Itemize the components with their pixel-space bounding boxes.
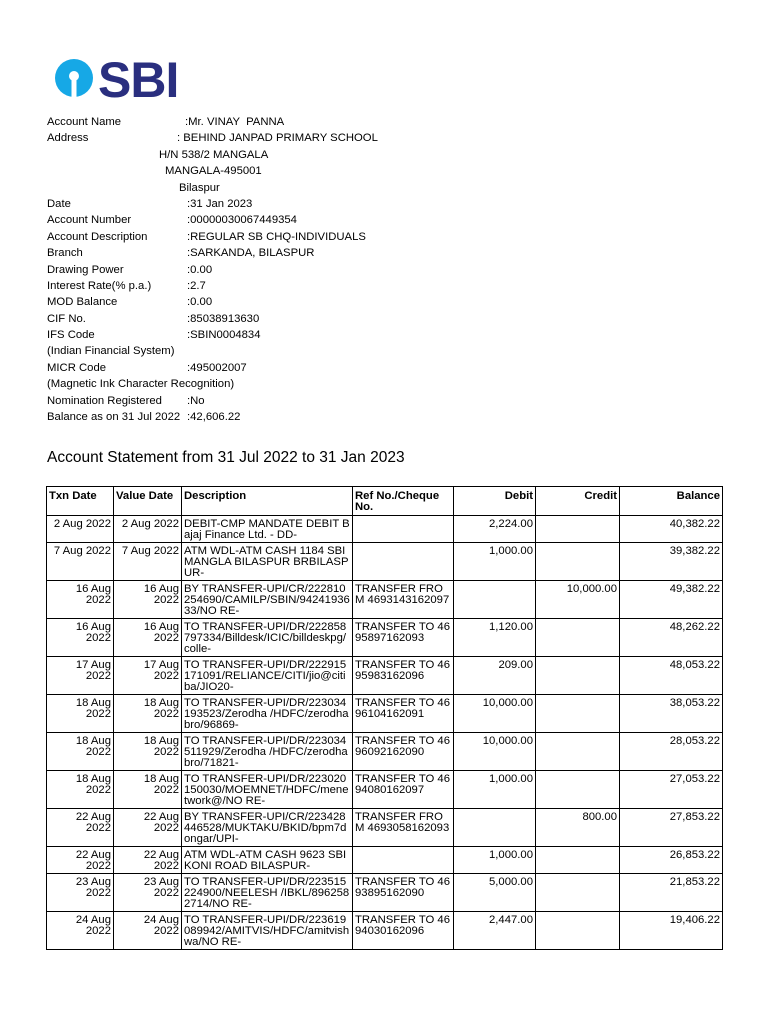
table-header [47,487,723,516]
cell-credit [536,847,620,874]
header-txn-date: Txn Date [47,487,114,516]
info-value: MANGALA-495001 [165,165,262,178]
header-description: Description [182,487,353,516]
cell-value-date: 18 Aug 2022 [114,733,182,771]
cell-credit [536,543,620,581]
cell-debit: 1,000.00 [454,847,536,874]
cell-txn-date: 7 Aug 2022 [47,543,114,581]
cell-value-date: 23 Aug 2022 [114,874,182,912]
table-row [47,657,723,695]
info-label: (Indian Financial System) [47,345,175,358]
cell-balance: 28,053.22 [620,733,723,771]
cell-credit [536,874,620,912]
logo-text: SBI [98,52,179,104]
info-label: CIF No. [47,312,86,325]
sbi-logo [53,52,203,104]
info-value: :SBIN0004834 [187,329,261,342]
cell-txn-date: 16 Aug 2022 [47,581,114,619]
cell-description: BY TRANSFER-UPI/CR/222810254690/CAMILP/SBIN/9424193633/NO RE- [182,581,353,619]
info-value: : BEHIND JANPAD PRIMARY SCHOOL [177,132,378,145]
cell-ref-no: TRANSFER FROM 4693058162093 [353,809,454,847]
info-label: Nomination Registered [47,394,162,407]
info-label: Address [47,132,89,145]
cell-description: TO TRANSFER-UPI/DR/222915171091/RELIANCE/CITI/jio@citiba/JIO20- [182,657,353,695]
table-row [47,695,723,733]
cell-value-date: 17 Aug 2022 [114,657,182,695]
table-row [47,912,723,950]
table-row [47,733,723,771]
statement-title: Account Statement from 31 Jul 2022 to 31 Jan 2023 [47,449,405,466]
info-label: Branch [47,247,83,260]
cell-debit: 1,120.00 [454,619,536,657]
cell-ref-no: TRANSFER TO 4696092162090 [353,733,454,771]
table-row [47,847,723,874]
cell-debit: 1,000.00 [454,543,536,581]
info-label: MICR Code [47,361,107,374]
cell-credit [536,619,620,657]
cell-credit [536,657,620,695]
cell-credit: 10,000.00 [536,581,620,619]
cell-debit: 10,000.00 [454,733,536,771]
cell-description: TO TRANSFER-UPI/DR/222858797334/Billdesk/ICIC/billdeskpg/colle- [182,619,353,657]
cell-balance: 40,382.22 [620,516,723,543]
cell-txn-date: 18 Aug 2022 [47,733,114,771]
table-row [47,543,723,581]
cell-value-date: 24 Aug 2022 [114,912,182,950]
cell-balance: 26,853.22 [620,847,723,874]
info-value: :85038913630 [187,312,260,325]
cell-value-date: 22 Aug 2022 [114,809,182,847]
info-label: Balance as on 31 Jul 2022 [47,411,181,424]
cell-description: ATM WDL-ATM CASH 9623 SBI KONI ROAD BILASPUR- [182,847,353,874]
info-value: :No [187,394,205,407]
cell-txn-date: 16 Aug 2022 [47,619,114,657]
cell-balance: 27,853.22 [620,809,723,847]
cell-txn-date: 23 Aug 2022 [47,874,114,912]
info-value: H/N 538/2 MANGALA [159,148,269,161]
cell-ref-no [353,543,454,581]
info-value: Bilaspur [179,181,220,194]
cell-description: TO TRANSFER-UPI/DR/223619089942/AMITVIS/HDFC/amitvishwa/NO RE- [182,912,353,950]
cell-credit [536,516,620,543]
cell-value-date: 7 Aug 2022 [114,543,182,581]
cell-balance: 21,853.22 [620,874,723,912]
cell-txn-date: 24 Aug 2022 [47,912,114,950]
cell-txn-date: 18 Aug 2022 [47,771,114,809]
table-row [47,619,723,657]
cell-txn-date: 17 Aug 2022 [47,657,114,695]
cell-ref-no [353,516,454,543]
cell-description: TO TRANSFER-UPI/DR/223020150030/MOEMNET/HDFC/menetwork@/NO RE- [182,771,353,809]
info-label: MOD Balance [47,296,118,309]
cell-txn-date: 2 Aug 2022 [47,516,114,543]
cell-balance: 38,053.22 [620,695,723,733]
header-balance: Balance [620,487,723,516]
info-value: :0.00 [187,263,213,276]
header-credit: Credit [536,487,620,516]
cell-debit: 209.00 [454,657,536,695]
table-row [47,516,723,543]
info-label: Interest Rate(% p.a.) [47,279,152,292]
cell-balance: 39,382.22 [620,543,723,581]
info-label: Account Number [47,214,132,227]
cell-balance: 27,053.22 [620,771,723,809]
cell-value-date: 22 Aug 2022 [114,847,182,874]
cell-ref-no: TRANSFER TO 4695897162093 [353,619,454,657]
cell-debit [454,581,536,619]
cell-debit: 5,000.00 [454,874,536,912]
header-debit: Debit [454,487,536,516]
info-value: :2.7 [187,279,206,292]
table-row [47,874,723,912]
info-value: :42,606.22 [187,411,241,424]
cell-description: ATM WDL-ATM CASH 1184 SBI MANGLA BILASPUR BRBILASPUR- [182,543,353,581]
cell-credit: 800.00 [536,809,620,847]
info-value: :31 Jan 2023 [187,197,253,210]
cell-balance: 48,262.22 [620,619,723,657]
table-row [47,581,723,619]
table-body [47,516,723,950]
cell-description: TO TRANSFER-UPI/DR/223034511929/Zerodha /HDFC/zerodhabro/71821- [182,733,353,771]
cell-description: BY TRANSFER-UPI/CR/223428446528/MUKTAKU/BKID/bpm7dongar/UPI- [182,809,353,847]
cell-txn-date: 22 Aug 2022 [47,809,114,847]
cell-balance: 49,382.22 [620,581,723,619]
cell-value-date: 18 Aug 2022 [114,695,182,733]
info-label: IFS Code [47,329,95,342]
cell-description: TO TRANSFER-UPI/DR/223515224900/NEELESH /IBKL/8962582714/NO RE- [182,874,353,912]
cell-ref-no: TRANSFER FROM 4693143162097 [353,581,454,619]
cell-ref-no: TRANSFER TO 4696104162091 [353,695,454,733]
cell-txn-date: 18 Aug 2022 [47,695,114,733]
cell-ref-no [353,847,454,874]
info-label: Drawing Power [47,263,124,276]
cell-value-date: 18 Aug 2022 [114,771,182,809]
cell-credit [536,771,620,809]
cell-value-date: 2 Aug 2022 [114,516,182,543]
cell-ref-no: TRANSFER TO 4694080162097 [353,771,454,809]
info-value: :495002007 [187,361,247,374]
cell-credit [536,695,620,733]
info-label: Date [47,197,71,210]
cell-ref-no: TRANSFER TO 4695983162096 [353,657,454,695]
header-ref-no: Ref No./Cheque No. [353,487,454,516]
info-label: Account Description [47,230,148,243]
cell-value-date: 16 Aug 2022 [114,619,182,657]
table-row [47,771,723,809]
cell-description: DEBIT-CMP MANDATE DEBIT Bajaj Finance Ltd. - DD- [182,516,353,543]
cell-ref-no: TRANSFER TO 4694030162096 [353,912,454,950]
info-value: :REGULAR SB CHQ-INDIVIDUALS [187,230,366,243]
cell-description: TO TRANSFER-UPI/DR/223034193523/Zerodha /HDFC/zerodhabro/96869- [182,695,353,733]
header-value-date: Value Date [114,487,182,516]
info-value: :SARKANDA, BILASPUR [187,247,315,260]
info-label: Account Name [47,116,122,128]
cell-credit [536,733,620,771]
info-value: :00000030067449354 [187,214,297,227]
cell-credit [536,912,620,950]
info-label: (Magnetic Ink Character Recognition) [47,378,235,391]
cell-debit: 1,000.00 [454,771,536,809]
table-row [47,809,723,847]
transactions-table [46,486,723,950]
cell-value-date: 16 Aug 2022 [114,581,182,619]
cell-debit [454,809,536,847]
cell-debit: 2,447.00 [454,912,536,950]
cell-balance: 19,406.22 [620,912,723,950]
cell-debit: 10,000.00 [454,695,536,733]
cell-txn-date: 22 Aug 2022 [47,847,114,874]
info-value: :Mr. VINAY PANNA [185,116,285,128]
cell-balance: 48,053.22 [620,657,723,695]
cell-ref-no: TRANSFER TO 4693895162090 [353,874,454,912]
info-value: :0.00 [187,296,213,309]
cell-debit: 2,224.00 [454,516,536,543]
